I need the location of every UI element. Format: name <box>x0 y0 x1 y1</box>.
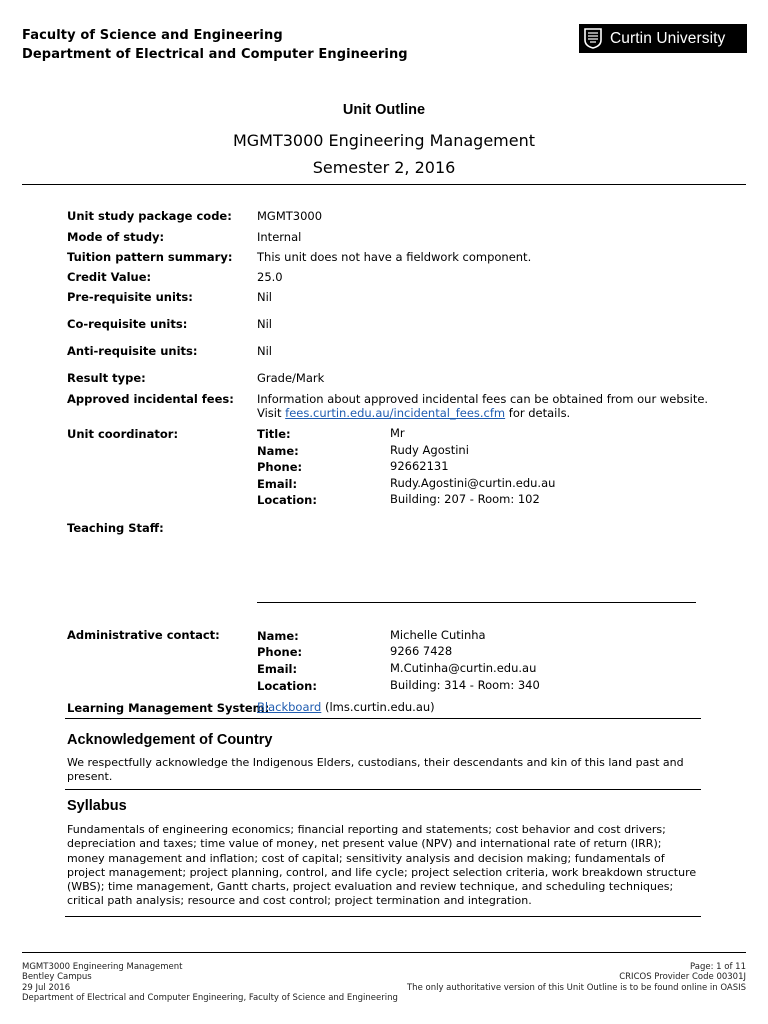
detail-value-tuition: This unit does not have a fieldwork component. <box>257 250 532 264</box>
syllabus-text: Fundamentals of engineering economics; financial reporting and statements; cost behavior and cost drivers; depreciation and taxes; time value of money, net present value (NPV) and international rate of return (IRR); money management and inflation; cost of capital; sensitivity analysis and decision making; fundamentals of project management; project planning, control, and life cycle; project selection criteria, work breakdown structure (WBS); time management, Gantt charts, project evaluation and review technique, and scheduling techniques; critical path analysis; resource and cost control; project termination and integration. <box>67 823 697 908</box>
fees-visit-line <box>257 406 570 420</box>
detail-value-antirequisite: Nil <box>257 344 272 358</box>
lms-label: Learning Management System: <box>67 701 270 715</box>
detail-label-corequisite: Co-requisite units: <box>67 317 188 331</box>
fees-after-text: for details. <box>508 406 571 420</box>
detail-value-result-type: Grade/Mark <box>257 371 325 385</box>
footer-authoritative-note: The only authoritative version of this Unit Outline is to be found online in OASIS <box>406 982 746 993</box>
coordinator-email-label: Email: <box>257 477 298 491</box>
detail-label-tuition: Tuition pattern summary: <box>67 250 233 264</box>
footer-department: Department of Electrical and Computer Engineering, Faculty of Science and Engineering <box>22 992 398 1003</box>
lms-url-text: (lms.curtin.edu.au) <box>324 700 435 714</box>
coordinator-name-label: Name: <box>257 444 299 458</box>
admin-email-label: Email: <box>257 662 298 676</box>
university-logo <box>579 24 747 53</box>
footer-left <box>22 962 398 1003</box>
coordinator-phone-value: 92662131 <box>390 459 449 473</box>
detail-value-credit: 25.0 <box>257 270 283 284</box>
lms-divider <box>65 718 701 719</box>
footer-page-number: Page: 1 of 11 <box>690 962 746 972</box>
semester-title: Semester 2, 2016 <box>312 158 456 177</box>
admin-phone-value: 9266 7428 <box>390 644 453 658</box>
admin-label: Administrative contact: <box>67 628 220 642</box>
blackboard-link[interactable]: Blackboard <box>257 700 322 714</box>
acknowledgement-heading: Acknowledgement of Country <box>67 732 273 748</box>
coordinator-title-label: Title: <box>257 427 291 441</box>
footer-divider <box>22 952 746 953</box>
admin-name-value: Michelle Cutinha <box>390 628 486 642</box>
detail-value-package-code: MGMT3000 <box>257 209 323 223</box>
coordinator-email-value: Rudy.Agostini@curtin.edu.au <box>390 476 556 490</box>
teaching-staff-label: Teaching Staff: <box>67 521 164 535</box>
logo-text: Curtin University <box>610 29 726 47</box>
detail-label-prerequisite: Pre-requisite units: <box>67 290 193 304</box>
syllabus-heading: Syllabus <box>67 798 127 814</box>
footer-unit: MGMT3000 Engineering Management <box>22 962 183 972</box>
detail-label-antirequisite: Anti-requisite units: <box>67 344 198 358</box>
department-heading: Department of Electrical and Computer Engineering <box>22 47 408 62</box>
acknowledgement-divider <box>65 789 701 790</box>
faculty-heading: Faculty of Science and Engineering <box>22 28 283 43</box>
admin-location-label: Location: <box>257 679 317 693</box>
detail-label-package-code: Unit study package code: <box>67 209 232 223</box>
doc-type-title: Unit Outline <box>342 102 426 118</box>
coordinator-label: Unit coordinator: <box>67 427 179 441</box>
admin-name-label: Name: <box>257 629 299 643</box>
title-divider <box>22 184 746 185</box>
detail-value-prerequisite: Nil <box>257 290 272 304</box>
footer-date: 29 Jul 2016 <box>22 982 71 993</box>
detail-value-corequisite: Nil <box>257 317 272 331</box>
lms-line <box>257 700 435 714</box>
teaching-staff-divider <box>257 602 696 603</box>
coordinator-title-value: Mr <box>390 426 405 440</box>
acknowledgement-text: We respectfully acknowledge the Indigenous Elders, custodians, their descendants and kin of this land past and present. <box>67 756 684 784</box>
coordinator-phone-label: Phone: <box>257 460 303 474</box>
detail-label-credit: Credit Value: <box>67 270 152 284</box>
footer-cricos: CRICOS Provider Code 00301J <box>619 972 746 983</box>
coordinator-location-value: Building: 207 - Room: 102 <box>390 492 540 506</box>
footer-campus: Bentley Campus <box>22 972 92 983</box>
fees-visit-text: Visit <box>257 406 282 420</box>
detail-label-result-type: Result type: <box>67 371 146 385</box>
admin-email-value: M.Cutinha@curtin.edu.au <box>390 661 537 675</box>
admin-phone-label: Phone: <box>257 645 303 659</box>
syllabus-divider <box>65 916 701 917</box>
admin-location-value: Building: 314 - Room: 340 <box>390 678 540 692</box>
unit-title: MGMT3000 Engineering Management <box>232 131 536 150</box>
coordinator-name-value: Rudy Agostini <box>390 443 469 457</box>
fees-label: Approved incidental fees: <box>67 392 234 406</box>
fees-link[interactable]: fees.curtin.edu.au/incidental_fees.cfm <box>285 406 506 420</box>
coordinator-location-label: Location: <box>257 493 317 507</box>
detail-value-mode: Internal <box>257 230 302 244</box>
fees-info: Information about approved incidental fees can be obtained from our website. <box>257 392 709 406</box>
footer-right <box>407 962 746 993</box>
detail-label-mode: Mode of study: <box>67 230 165 244</box>
crest-icon <box>584 28 602 49</box>
